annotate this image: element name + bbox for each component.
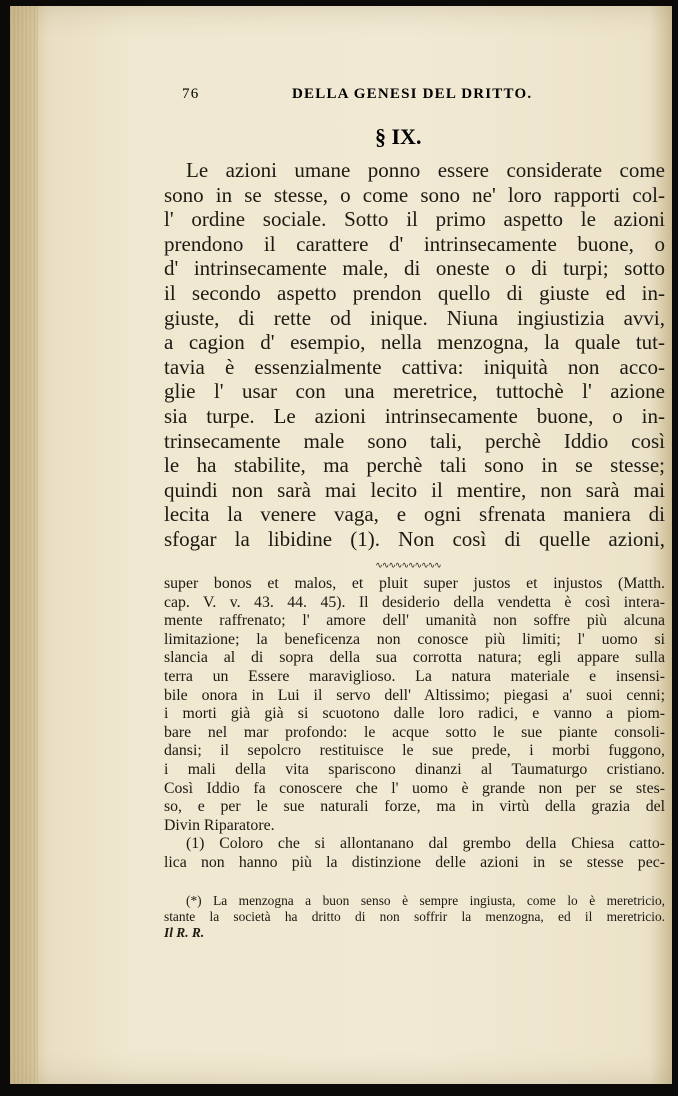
editor-note	[164, 893, 665, 941]
footnote-line: bile onora in Lui il servo dell' Altissimo; piegasi a' suoi cenni;	[164, 686, 665, 704]
decorative-rule: ∿∿∿∿∿∿∿∿∿∿	[375, 561, 441, 571]
text-line: sono in se stesse, o come sono ne' loro rapporti col-	[164, 182, 665, 207]
main-text	[164, 158, 665, 552]
footnote-line: terra un Essere maraviglioso. La natura materiale e insensi-	[164, 667, 665, 685]
footnote-line: i mali della vita spariscono dinanzi al Taumaturgo cristiano.	[164, 760, 665, 778]
footnote-line: dansi; il sepolcro restituisce le sue prede, i morbi fuggono,	[164, 742, 665, 760]
text-line: a cagion d' esempio, nella menzogna, la quale tut-	[164, 330, 665, 355]
footnote-line: Divin Riparatore.	[164, 816, 275, 834]
text-line: giuste, di rette od inique. Niuna ingiustizia avvi,	[164, 305, 665, 330]
footnote-line: super bonos et malos, et pluit super justos et injustos (Matth.	[164, 575, 665, 592]
page-gutter-edge	[10, 6, 38, 1084]
text-line: d' intrinsecamente male, di oneste o di turpi; sotto	[164, 256, 665, 281]
section-heading: § IX.	[375, 124, 422, 149]
editor-signature: Il R. R.	[164, 925, 205, 940]
editor-note-line: stante la società ha dritto di non soffrir la menzogna, ed il meretricio.	[164, 909, 665, 924]
footnote-line: so, e per le sue naturali forze, ma in virtù della grazia del	[164, 798, 665, 816]
text-line: sia turpe. Le azioni intrinsecamente buone, o in-	[164, 403, 665, 428]
text-line: sfogar la libidine (1). Non così di quelle azioni,	[164, 526, 665, 551]
text-line: lecita la venere vaga, e ogni sfrenata maniera di	[164, 502, 665, 527]
text-line: il secondo aspetto prendon quello di giuste ed in-	[164, 280, 665, 305]
footnote-line: Così Iddio fa conoscere che l' uomo è grande non per se stes-	[164, 779, 665, 797]
footnote-line: mente raffrenato; l' amore dell' umanità non soffre più alcuna	[164, 612, 665, 630]
text-line: Le azioni umane ponno essere considerate come	[186, 158, 665, 182]
footnote-continuation	[164, 575, 665, 873]
text-line: l' ordine sociale. Sotto il primo aspetto le azioni	[164, 207, 665, 232]
footnote-line: cap. V. v. 43. 44. 45). Il desiderio della vendetta è così intera-	[164, 593, 665, 611]
running-title: DELLA GENESI DEL DRITTO.	[292, 86, 533, 102]
running-head	[182, 86, 552, 108]
text-line: le ha stabilite, ma perchè tali sono in se stesse;	[164, 453, 665, 478]
footnote-line: bare nel mar profondo: le acque sotto le sue piante consoli-	[164, 723, 665, 741]
text-line: quindi non sarà mai lecito il mentire, non sarà mai	[164, 477, 665, 502]
text-line: trinsecamente male sono tali, perchè Iddio così	[164, 428, 665, 453]
text-line: prendono il carattere d' intrinsecamente buone, o	[164, 231, 665, 256]
text-line: glie l' usar con una meretrice, tuttochè l' azione	[164, 379, 665, 404]
page-number: 76	[182, 86, 200, 102]
footnote-1-line: lica non hanno più la distinzione delle azioni in se stesse pec-	[164, 853, 665, 871]
text-line: tavia è essenzialmente cattiva: iniquità non acco-	[164, 354, 665, 379]
footnote-line: limitazione; la beneficenza non conosce più limiti; l' uomo si	[164, 630, 665, 648]
editor-note-line: (*) La menzogna a buon senso è sempre ingiusta, come lo è meretricio,	[186, 893, 665, 908]
footnote-line: slancia al di sopra della sua corrotta natura; egli appare sulla	[164, 649, 665, 667]
footnote-line: i morti già già si scuotono dalle loro radici, e vanno a piom-	[164, 705, 665, 723]
footnote-1-line: (1) Coloro che si allontanano dal grembo della Chiesa catto-	[186, 835, 665, 853]
